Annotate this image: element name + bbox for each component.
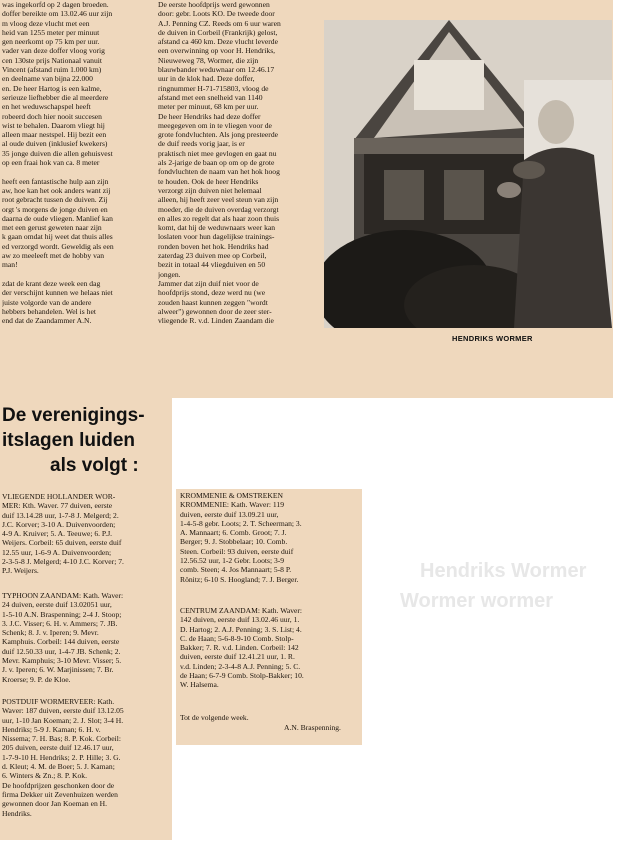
photo-illustration xyxy=(324,20,612,328)
footer-signature: A.N. Braspenning. xyxy=(284,723,341,732)
left-results-clipping xyxy=(0,492,172,840)
top-clipping xyxy=(0,0,613,398)
footer-closing: Tot de volgende week. xyxy=(180,713,249,722)
ghost-text-line-1: Hendriks Wormer xyxy=(420,560,587,582)
headline-line-3: als volgt : xyxy=(50,455,139,476)
column-middle-text: De eerste hoofdprijs werd gewonnen door: gebr. Loots KO. De tweede door A.J. Penning CZ. Reeds om 6 uur waren de duiven in Corbeil (Frankrijk) gelost, afstand ca 460 km. Deze vlucht leverde een overwinning op voor H. Hendriks, Nieuweweg 78, Wormer, die zijn blauwbander weduwnaar om 12.46.17 uur in de klok had. Deze doffer, ringnummer H-71-715803, vloog de afstand met een snelheid van 1140 meter per minuut, 68 km per uur. De heer Hendriks had deze doffer meegegeven om in te vliegen voor de grote fondvluchten. Als jong presteerde de duif reeds vorig jaar, is er praktisch niet mee gevlogen en gaat nu als 2-jarige de baan op om op de grote fondvluchten de naam van het hok hoog te houden. Ook de heer Hendriks verzorgt zijn duiven niet helemaal alleen, hij heeft zeer veel steun van zijn moeder, die de duiven overdag verzorgt en alles zo regelt dat als haar zoon thuis komt, dat hij de weduwnaars weer kan loslaten voor hun dagelijkse trainings- ronden boven het hok. Hendriks had zaterdag 23 duiven mee op Corbeil, bezit in totaal 44 vliegduiven en 50 jongen. Jammer dat zijn duif niet voor de hoofdprijs stond, deze werd nu (we zouden haast kunnen zeggen "wordt alweer") gewonnen door de zeer ster- vliegende R. v.d. Linden Zaandam die xyxy=(158,0,281,326)
headline-line-2: itslagen luiden xyxy=(2,430,136,451)
pigeon-fancier-photo xyxy=(324,20,612,328)
headline-line-1: De verenigings- xyxy=(2,405,145,426)
result-vliegende-hollander: VLIEGENDE HOLLANDER WOR- MER: Kth. Waver. 77 duiven, eerste duif 13.14.28 uur, 1-7-8 J. Melgerd; 2. J.C. Korver; 3-10 A. Duivenvoorden; 4-9 A. Kruiver; 5. A. Teeuwe; 6. P.J. Weijers. Corbeil: 65 duiven, eerste duif 12.55 uur, 1-6-9 A. Duivenvoorden; 2-3-5-8 J. Melgerd; 4-10 J.C. Korver; 7. P.J. Weijers. xyxy=(2,492,124,576)
photo-caption: HENDRIKS WORMER xyxy=(452,334,533,343)
headline-clipping xyxy=(0,398,172,492)
column-left-text: was ingekorfd op 2 dagen broeden. doffer bereikte om 13.02.46 uur zijn m vloog deze vlucht met een heid van 1255 meter per minuut gen neerkomt op 75 km per uur. vader van deze doffer vloog vorig cen 130ste prijs Nationaal vanuit Vincent (afstand ruim 1.000 km) en deelname van bijna 22.000 en. De heer Hartog is een kalme, serieuze liefhebber die al meerdere en het weduwschapspel heeft robeerd doch hier nooit succesen wist te behalen. Daarom vliegt hij alleen maar nestspel. Hij bezit een al oude duiven (inklusief kwekers) 35 jonge duiven die allen gehuisvest op een fraai hok van ca. 8 meter heeft een fantastische hulp aan zijn aw, hoe kan het ook anders want zij root gebracht tussen de duiven. Zij orgt 's morgens de jonge duiven en daarna de oude vliegen. Manlief kan met een gerust geweten naar zijn k gaan omdat hij weet dat thuis alles ed verzorgd wordt. Geweldig als een aw zo meeleeft met de hobby van man! zdat de krant deze week een dag der verschijnt kunnen we helaas niet juiste volgorde van de andere hebbers behandelen. Wel is het end dat de Zaandammer A.N. xyxy=(2,0,114,326)
result-krommenie: KROMMENIE & OMSTREKEN KROMMENIE: Kath. Waver: 119 duiven, eerste duif 13.09.21 uur, 1-4-5-8 gebr. Loots; 2. T. Scheerman; 3. A. Mannaart; 6. Comb. Groot; 7. J. Berger; 9. J. Stobbelaar; 10. Comb. Steen. Corbeil: 93 duiven, eerste duif 12.56.52 uur, 1-2 Gebr. Loots; 3-9 comb. Steen; 4. Jos Mannaart; 5-8 P. Rönitz; 6-10 S. Hoogland; 7. J. Berger. xyxy=(180,491,302,584)
result-typhoon-zaandam: TYPHOON ZAANDAM: Kath. Waver: 24 duiven, eerste duif 13.02051 uur, 1-5-10 A.N. Braspenning; 2-4 J. Stoop; 3. J.C. Visser; 6. H. v. Ammers; 7. JB. Schenk; 8. J. v. Iperen; 9. Mevr. Kamphuis. Corbeil: 144 duiven, eerste duif 12.50.33 uur, 1-4-7 JB. Schenk; 2. Mevr. Kamphuis; 3-10 Mevr. Visser; 5. J. v. Iperen; 6. W. Marjinissen; 7. Br. Kroerse; 9. P. de Kloe. xyxy=(2,591,124,684)
result-postduif-wormerveer: POSTDUIF WORMERVEER: Kath. Waver: 187 duiven, eerste duif 13.12.05 uur, 1-10 Jan Koeman; 2. J. Slot; 3-4 H. Hendriks; 5-9 J. Kaman; 6. H. v. Nissema; 7. H. Bas; 8. P. Kok. Corbeil: 205 duiven, eerste duif 12.46.17 uur, 1-7-9-10 H. Hendriks; 2. P. Hille; 3. G. d. Kleut; 4. M. de Boer; 5. J. Kaman; 6. Winters & Zn.; 8. P. Kok. De hoofdprijzen geschonken door de firma Dekker uit Zevenhuizen werden gewonnen door Jan Koeman en H. Hendriks. xyxy=(2,697,124,818)
ghost-text-line-2: Wormer wormer xyxy=(400,590,554,612)
right-results-clipping xyxy=(176,489,362,745)
result-centrum-zaandam: CENTRUM ZAANDAM: Kath. Waver: 142 duiven, eerste duif 13.02.46 uur, 1. D. Hartog; 2. A.J. Penning; 3. S. List; 4. C. de Haan; 5-6-8-9-10 Comb. Stolp- Bakker; 7. R. v.d. Linden. Corbeil: 142 duiven, eerste duif 12.41.21 uur, 1. R. v.d. Linden; 2-3-4-8 A.J. Penning; 5. C. de Haan; 6-7-9 Comb. Stolp-Bakker; 10. W. Halsema. xyxy=(180,606,304,690)
